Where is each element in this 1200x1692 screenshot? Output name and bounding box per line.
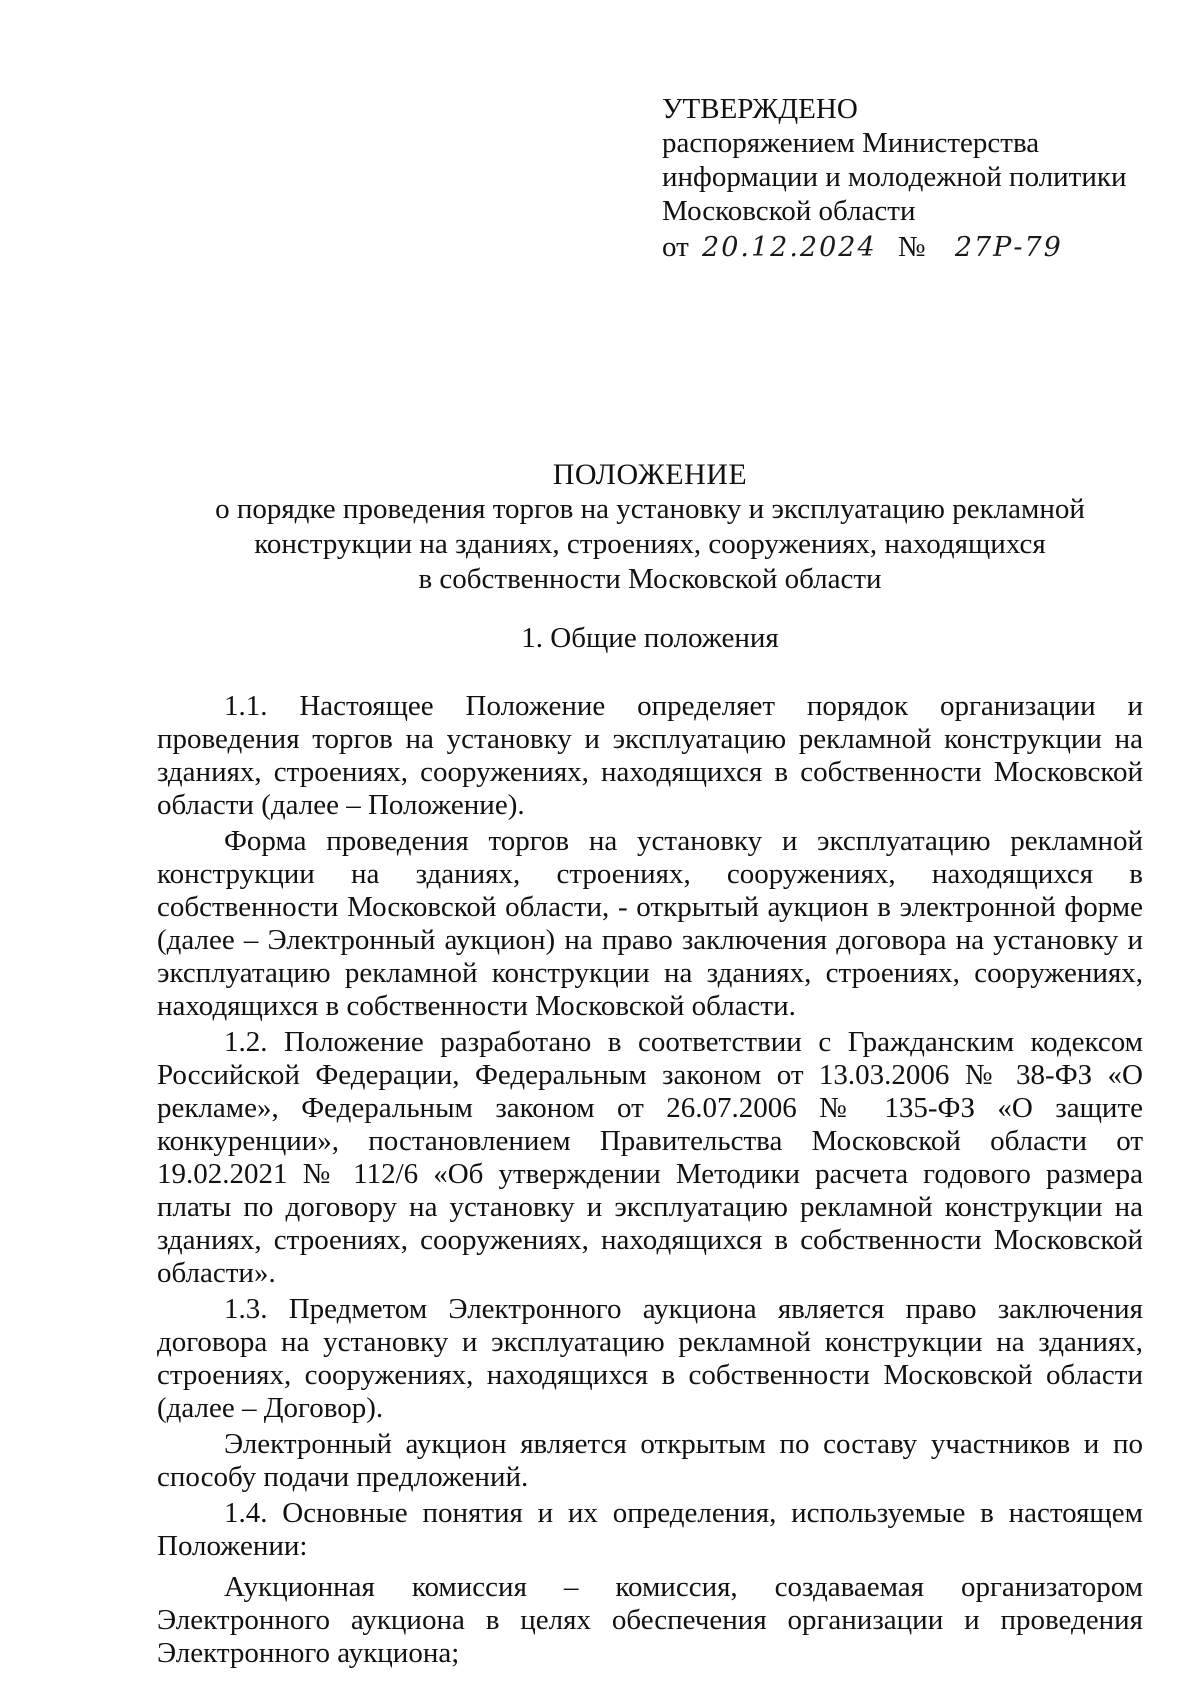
title-line-2: конструкции на зданиях, строениях, сооружениях, находящихся xyxy=(254,528,1046,560)
number-label: № xyxy=(897,231,926,263)
paragraph-definition-commission: Аукционная комиссия – комиссия, создаваемая организатором Электронного аукциона в целях обеспечения организации и проведения Электронного аукциона; xyxy=(157,1571,1143,1669)
approval-block xyxy=(662,92,1126,265)
approval-heading: УТВЕРЖДЕНО xyxy=(662,93,858,125)
paragraph-form: Форма проведения торгов на установку и эксплуатацию рекламной конструкции на зданиях, строениях, сооружениях, находящихся в собственности Московской области, - открытый аукцион в электронной форме (далее – Электронный аукцион) на право заключения договора на установку и эксплуатацию рекламной конструкции на зданиях, строениях, сооружениях, находящихся в собственности Московской области. xyxy=(157,825,1143,1022)
paragraph-1-2: 1.2. Положение разработано в соответствии с Гражданским кодексом Российской Федерации, Федеральным законом от 13.03.2006 № 38-ФЗ «О рекламе», Федеральным законом от 26.07.2006 № 135-ФЗ «О защите конкуренции», постановлением Правительства Московской области от 19.02.2021 № 112/6 «Об утверждении Методики расчета годового размера платы по договору на установку и эксплуатацию рекламной конструкции на зданиях, строениях, сооружениях, находящихся в собственности Московской области». xyxy=(157,1026,1143,1289)
handwritten-number: 27Р-79 xyxy=(954,232,1063,263)
approval-date-line xyxy=(662,230,1126,265)
title-line-1: о порядке проведения торгов на установку и эксплуатацию рекламной xyxy=(215,493,1085,525)
paragraph-1-3: 1.3. Предметом Электронного аукциона является право заключения договора на установку и эксплуатацию рекламной конструкции на зданиях, строениях, сооружениях, находящихся в собственности Московской области (далее – Договор). xyxy=(157,1293,1143,1424)
approval-line-2: информации и молодежной политики xyxy=(662,161,1127,193)
paragraph-open-auction: Электронный аукцион является открытым по составу участников и по способу подачи предложений. xyxy=(157,1428,1143,1493)
approval-line-3: Московской области xyxy=(662,195,916,227)
title-heading: ПОЛОЖЕНИЕ xyxy=(552,458,748,491)
paragraph-1-1: 1.1. Настоящее Положение определяет порядок организации и проведения торгов на установку и эксплуатацию рекламной конструкции на зданиях, строениях, сооружениях, находящихся в собственности Московской области (далее – Положение). xyxy=(157,690,1143,821)
document-title xyxy=(150,457,1150,597)
approval-line-1: распоряжением Министерства xyxy=(662,127,1040,159)
title-line-3: в собственности Московской области xyxy=(418,563,882,595)
section-body xyxy=(157,690,1143,1673)
paragraph-1-4: 1.4. Основные понятия и их определения, используемые в настоящем Положении: xyxy=(157,1497,1143,1562)
handwritten-date: 20.12.2024 xyxy=(702,232,877,263)
section-heading: 1. Общие положения xyxy=(521,622,779,654)
from-label: от xyxy=(662,231,689,263)
